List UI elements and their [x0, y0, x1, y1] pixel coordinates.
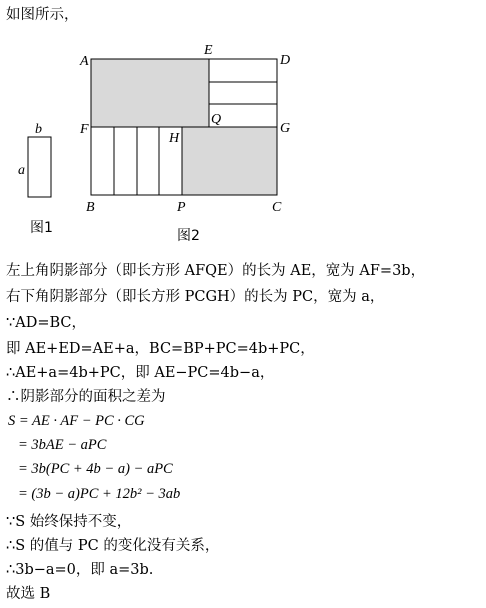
label-Q: Q [211, 112, 222, 127]
solution-line: 即 AE+ED=AE+a，BC=BP+PC=4b+PC， [6, 341, 315, 357]
conclusion-line: ∴3b−a=0，即 a=3b. [6, 562, 154, 578]
solution-line: 左上角阴影部分（即长方形 AFQE）的长为 AE，宽为 AF=3b， [6, 263, 426, 279]
shaded-rect-pcgh [182, 127, 277, 195]
solution-line: 右下角阴影部分（即长方形 PCGH）的长为 PC，宽为 a， [6, 289, 385, 305]
conclusion-line: ∴S 的值与 PC 的变化没有关系， [6, 538, 220, 554]
label-G: G [280, 121, 291, 136]
equation-line: = 3b(PC + 4b − a) − aPC [18, 461, 173, 477]
label-F: F [80, 122, 89, 137]
label-E: E [204, 43, 213, 58]
fig1-label-b: b [35, 122, 42, 137]
label-D: D [280, 53, 291, 68]
solution-line: ∴阴影部分的面积之差为 [6, 389, 166, 405]
fig1-rectangle [28, 137, 51, 197]
fig1-label-a: a [18, 163, 25, 178]
conclusion-line: 故选 B [6, 586, 51, 602]
solution-line: ∵AD=BC， [6, 315, 86, 331]
figure [0, 0, 486, 250]
label-P: P [177, 200, 186, 215]
intro-text: 如图所示， [6, 7, 79, 23]
label-A: A [80, 54, 89, 69]
shaded-rect-afqe [91, 59, 209, 127]
solution-line: ∴AE+a=4b+PC，即 AE−PC=4b−a， [6, 365, 275, 381]
equation-line: = (3b − a)PC + 12b² − 3ab [18, 486, 181, 502]
fig1-caption: 图1 [30, 220, 53, 236]
label-C: C [272, 200, 282, 215]
label-H: H [169, 131, 180, 146]
equation-line: = 3bAE − aPC [18, 437, 107, 453]
label-B: B [86, 200, 95, 215]
equation-line: S = AE · AF − PC · CG [8, 413, 145, 429]
fig2-caption: 图2 [177, 228, 200, 244]
conclusion-line: ∵S 始终保持不变， [6, 514, 132, 530]
